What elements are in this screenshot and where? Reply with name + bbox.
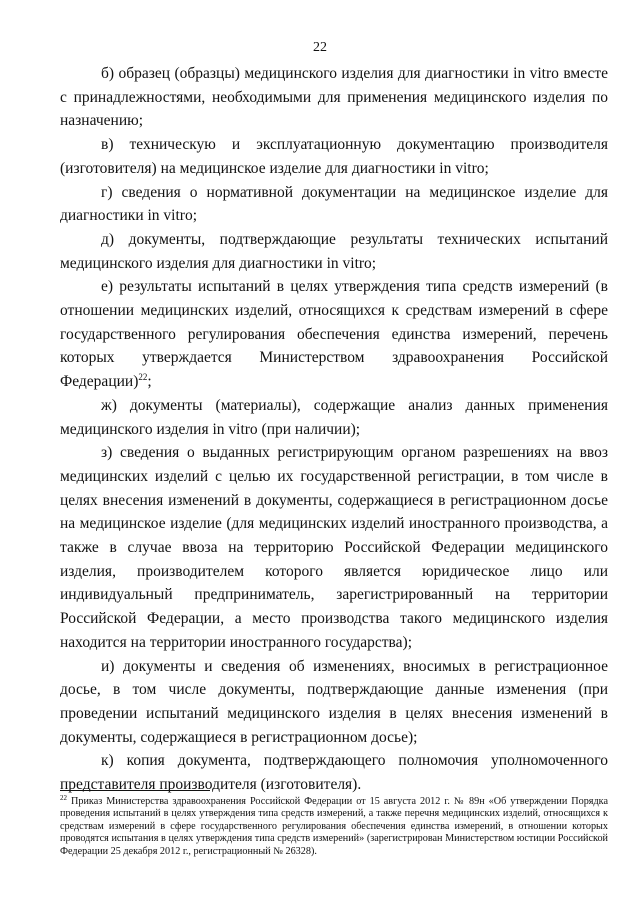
- footnote-text: Приказ Министерства здравоохранения Российской Федерации от 15 августа 2012 г. № 89н «Об утверждении Порядка проведения испытаний в целях утверждения типа средств измерений, а также перечня медицинских изделий, относящихся к средствам измерений в сфере государственного регулирования обеспечения единства измерений, в отношении которых проводятся испытания в целях утверждения типа средств измерений» (зарегистрирован Министерством юстиции Российской Федерации 25 декабря 2012 г., регистрационный № 26328).: [60, 796, 608, 857]
- list-item-g: г) сведения о нормативной документации на медицинское изделие для диагностики in vitro;: [60, 183, 608, 225]
- list-item-e-tail: ;: [147, 373, 152, 391]
- list-item-b: б) образец (образцы) медицинского изделия для диагностики in vitro вместе с принадлежностями, необходимыми для применения медицинского изделия по назначению;: [60, 65, 608, 130]
- footnote: [60, 796, 608, 858]
- document-body: [60, 62, 608, 797]
- footnote-divider: [60, 790, 210, 791]
- footnote-marker: 22: [60, 794, 67, 802]
- list-item-zh: ж) документы (материалы), содержащие анализ данных применения медицинского изделия in vitro (при наличии);: [60, 396, 608, 438]
- list-item-d: д) документы, подтверждающие результаты технических испытаний медицинского изделия для диагностики in vitro;: [60, 230, 608, 272]
- list-item-z: з) сведения о выданных регистрирующим органом разрешениях на ввоз медицинских изделий с целью их государственной регистрации, в том числе в целях внесения изменений в документы, содержащиеся в регистрационном досье на медицинское изделие (для медицинских изделий иностранного производства, а также в случае ввоза на территорию Российской Федерации медицинского изделия, производителем которого является юридическое лицо или индивидуальный предприниматель, зарегистрированный на территории Российской Федерации, а место производства такого медицинского изделия находится на территории иностранного государства);: [60, 444, 608, 651]
- page-number: 22: [313, 40, 327, 55]
- list-item-e: [60, 275, 608, 394]
- list-item-v: в) техническую и эксплуатационную документацию производителя (изготовителя) на медицинское изделие для диагностики in vitro;: [60, 136, 608, 177]
- list-item-e-text: е) результаты испытаний в целях утверждения типа средств измерений (в отношении медицинских изделий, относящихся к средствам измерений в сфере государственного регулирования обеспечения единства измерений, перечень которых утверждается Министерством здравоохранения Российской Федерации): [60, 278, 608, 391]
- footnote-reference: 22: [138, 372, 148, 383]
- list-item-k: к) копия документа, подтверждающего полномочия уполномоченного представителя производителя (изготовителя).: [60, 752, 608, 794]
- list-item-i: и) документы и сведения об изменениях, вносимых в регистрационное досье, в том числе документы, подтверждающие данные изменения (при проведении испытаний медицинского изделия в целях внесения изменений в документы, содержащиеся в регистрационном досье);: [60, 657, 608, 746]
